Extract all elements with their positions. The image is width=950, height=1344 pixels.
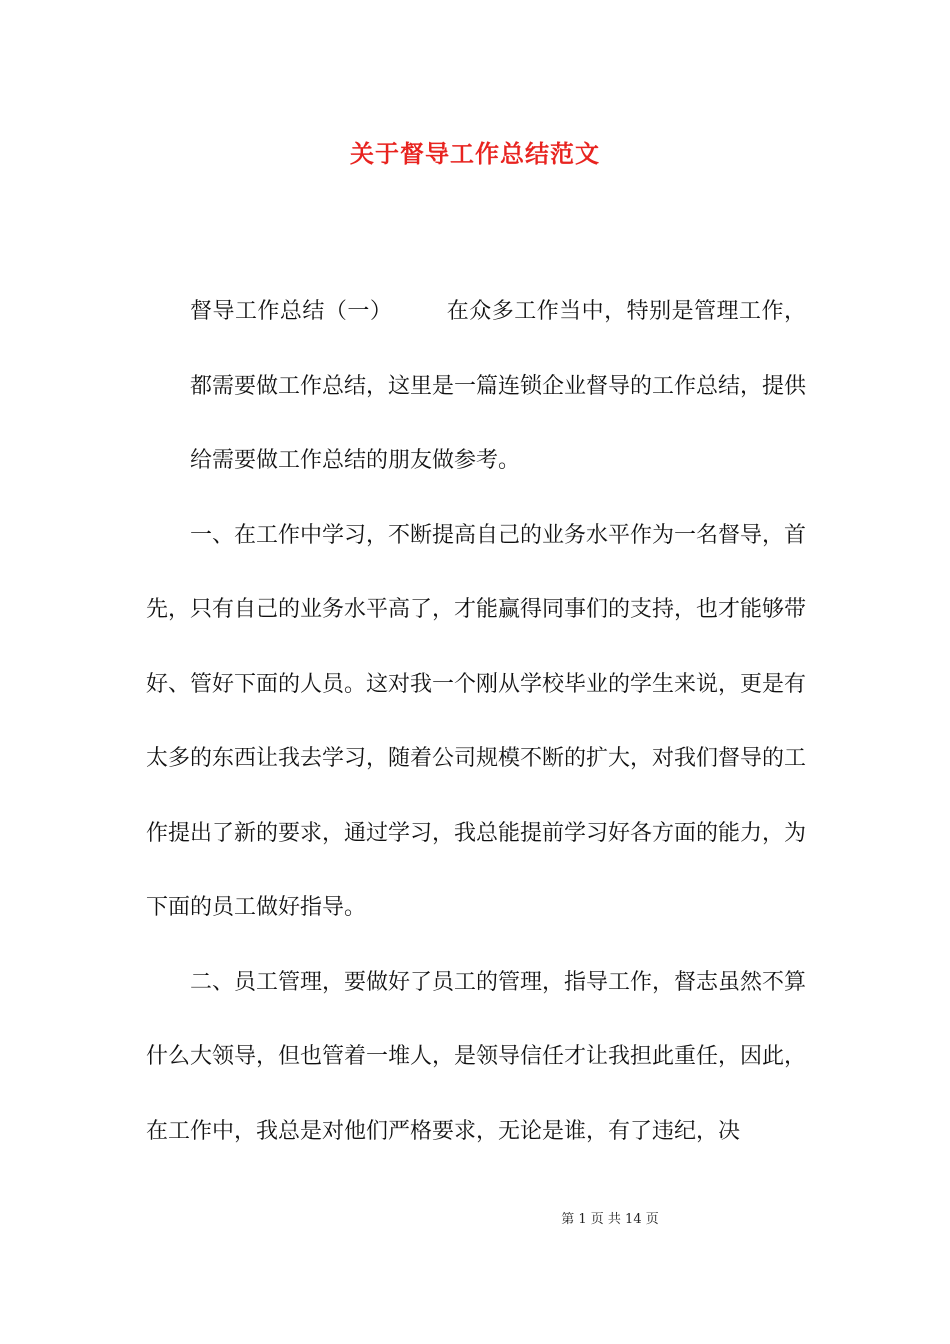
page-number-footer: 第 1 页 共 14 页: [561, 1212, 659, 1227]
intro-paragraph: [146, 275, 806, 499]
document-title: 关于督导工作总结范文: [350, 139, 600, 168]
section-heading: 督导工作总结（一）: [190, 299, 393, 324]
document-body: [146, 275, 806, 1169]
body-paragraph-2: 二、员工管理，要做好了员工的管理，指导工作，督志虽然不算什么大领导，但也管着一堆人，是领导信任才让我担此重任，因此，在工作中，我总是对他们严格要求，无论是谁，有了违纪，决: [146, 969, 807, 1144]
body-paragraph-1: 一、在工作中学习，不断提高自己的业务水平作为一名督导，首先，只有自己的业务水平高了，才能赢得同事们的支持，也才能够带好、管好下面的人员。这对我一个刚从学校毕业的学生来说，更是有太多的东西让我去学习，随着公司规模不断的扩大，对我们督导的工作提出了新的要求，通过学习，我总能提前学习好各方面的能力，为下面的员工做好指导。: [146, 522, 807, 920]
intro-text: 在众多工作当中，特别是管理工作，都需要做工作总结，这里是一篇连锁企业督导的工作总结，提供给需要做工作总结的朋友做参考。: [190, 299, 807, 473]
